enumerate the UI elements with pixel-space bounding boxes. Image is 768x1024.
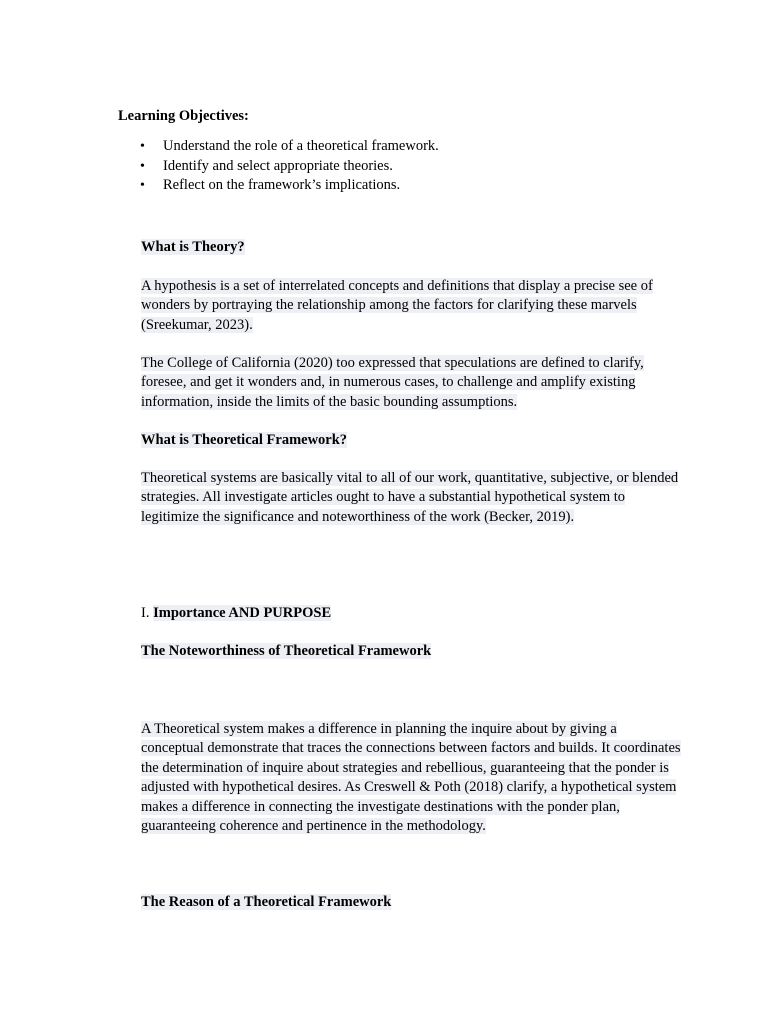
framework-heading: What is Theoretical Framework?	[141, 432, 348, 448]
bullet-icon: •	[140, 139, 145, 154]
theory-paragraph-2: The College of California (2020) too expressed that speculations are defined to clarify, foresee, and get it wonders and, in numerous cases, to challenge and amplify existing information, inside the limits of the basic bounding assumptions.	[141, 355, 644, 410]
framework-paragraph: Theoretical systems are basically vital to all of our work, quantitative, subjective, or blended strategies. All investigate articles ought to have a substantial hypothetical system to legitimize the significance and noteworthiness of the work (Becker, 2019).	[141, 470, 679, 525]
bullet-icon: •	[140, 178, 145, 193]
bullet-icon: •	[140, 158, 145, 174]
noteworthiness-heading: The Noteworthiness of Theoretical Framework	[141, 643, 432, 659]
section-numeral: I.	[141, 605, 150, 621]
theory-heading: What is Theory?	[141, 239, 245, 255]
list-item: • Understand the role of a theoretical framework.	[140, 137, 439, 157]
learning-objectives-title: Learning Objectives:	[118, 108, 249, 124]
theory-paragraph-1: A hypothesis is a set of interrelated concepts and definitions that display a precise see of wonders by portraying the relationship among the factors for clarifying these marvels (Sreekumar, 2023).	[141, 278, 653, 333]
importance-paragraph: A Theoretical system makes a difference in planning the inquire about by giving a conceptual demonstrate that traces the connections between factors and builds. It coordinates the determination of inquire about strategies and rebellious, guaranteeing that the ponder is adjusted with hypothetical desires. As Creswell & Poth (2018) clarify, a hypothetical system makes a difference in connecting the investigate destinations with the ponder plan, guaranteeing coherence and pertinence in the methodology.	[141, 721, 681, 835]
importance-heading: I. Importance AND PURPOSE	[141, 605, 332, 621]
reason-heading: The Reason of a Theoretical Framework	[141, 894, 392, 910]
learning-objectives-list	[140, 137, 439, 196]
list-item: • Identify and select appropriate theories.	[140, 157, 439, 177]
list-item: • Reflect on the framework’s implications.	[140, 176, 439, 196]
